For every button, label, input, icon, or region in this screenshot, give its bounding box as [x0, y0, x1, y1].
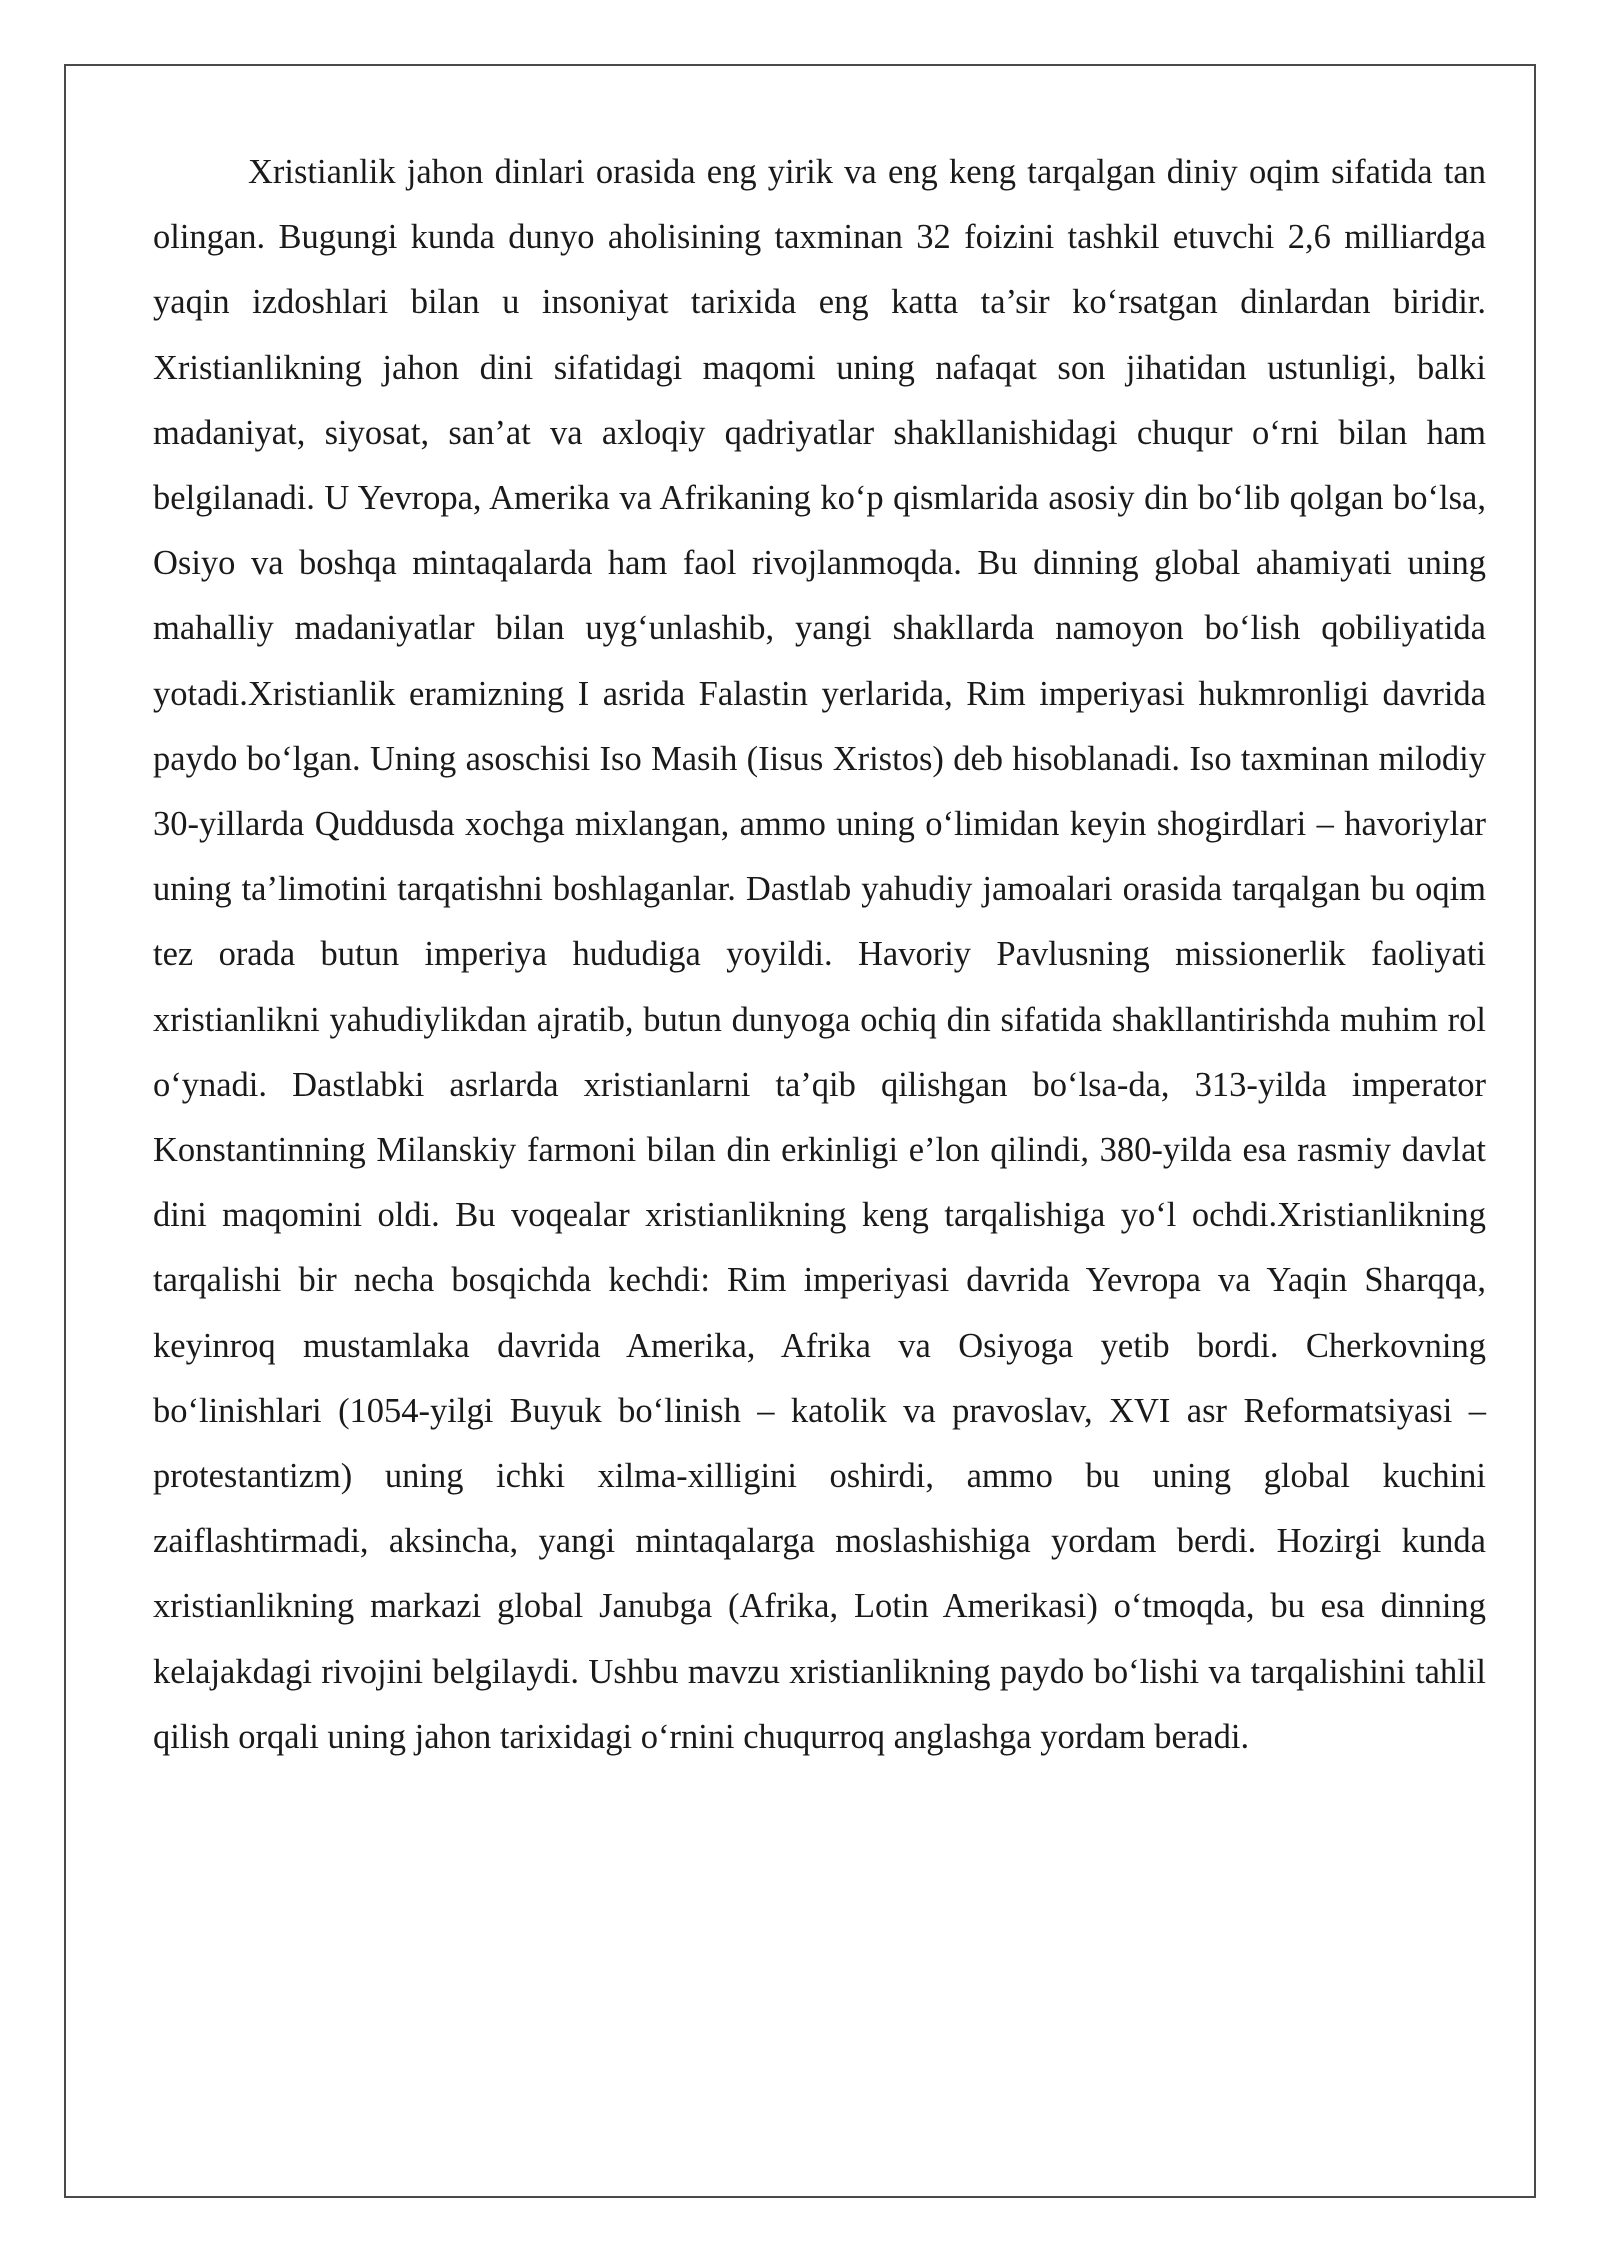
body-paragraph: Xristianlik jahon dinlari orasida eng yirik va eng keng tarqalgan diniy oqim sifatida tan olingan. Bugungi kunda dunyo aholisining taxminan 32 foizini tashkil etuvchi 2,6 milliardga yaqin izdoshlari bilan u insoniyat tarixida eng katta ta’sir ko‘rsatgan dinlardan biridir. Xristianlikning jahon dini sifatidagi maqomi uning nafaqat son jihatidan ustunligi, balki madaniyat, siyosat, san’at va axloqiy qadriyatlar shakllanishidagi chuqur o‘rni bilan ham belgilanadi. U Yevropa, Amerika va Afrikaning ko‘p qismlarida asosiy din bo‘lib qolgan bo‘lsa, Osiyo va boshqa mintaqalarda ham faol rivojlanmoqda. Bu dinning global ahamiyati uning mahalliy madaniyatlar bilan uyg‘unlashib, yangi shakllarda namoyon bo‘lish qobiliyatida yotadi.Xristianlik eramizning I asrida Falastin yerlarida, Rim imperiyasi hukmronligi davrida paydo bo‘lgan. Uning asoschisi Iso Masih (Iisus Xristos) deb hisoblanadi. Iso taxminan milodiy 30-yillarda Quddusda xochga mixlangan, ammo uning o‘limidan keyin shogirdlari – havoriylar uning ta’limotini tarqatishni boshlaganlar. Dastlab yahudiy jamoalari orasida tarqalgan bu oqim tez orada butun imperiya hududiga yoyildi. Havoriy Pavlusning missionerlik faoliyati xristianlikni yahudiylikdan ajratib, butun dunyoga ochiq din sifatida shakllantirishda muhim rol o‘ynadi. Dastlabki asrlarda xristianlarni ta’qib qilishgan bo‘lsa-da, 313-yilda imperator Konstantinning Milanskiy farmoni bilan din erkinligi e’lon qilindi, 380-yilda esa rasmiy davlat dini maqomini oldi. Bu voqealar xristianlikning keng tarqalishiga yo‘l ochdi.Xristianlikning tarqalishi bir necha bosqichda kechdi: Rim imperiyasi davrida Yevropa va Yaqin Sharqqa, keyinroq mustamlaka davrida Amerika, Afrika va Osiyoga yetib bordi. Cherkovning bo‘linishlari (1054-yilgi Buyuk bo‘linish – katolik va pravoslav, XVI asr Reformatsiyasi – protestantizm) uning ichki xilma-xilligini oshirdi, ammo bu uning global kuchini zaiflashtirmadi, aksincha, yangi mintaqalarga moslashishiga yordam berdi. Hozirgi kunda xristianlikning markazi global Janubga (Afrika, Lotin Amerikasi) o‘tmoqda, bu esa dinning kelajakdagi rivojini belgilaydi. Ushbu mavzu xristianlikning paydo bo‘lishi va tarqalishini tahlil qilish orqali uning jahon tarixidagi o‘rnini chuqurroq anglashga yordam beradi.: [153, 153, 1486, 1756]
